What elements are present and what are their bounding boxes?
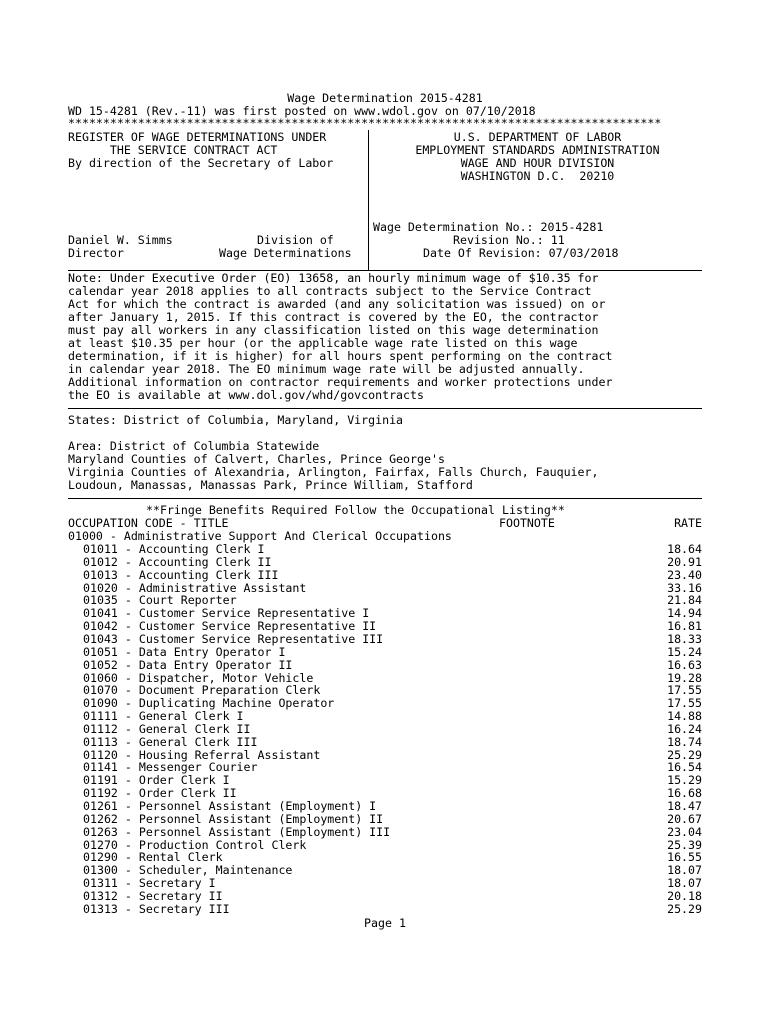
occupation-row [68,646,702,659]
note-line: in calendar year 2018. The EO minimum wage rate will be adjusted annually. [68,362,585,376]
occupation-rate: 14.94 [667,606,702,621]
occupation-rate: 17.55 [667,683,702,698]
occupation-row [68,620,702,633]
occupation-rate: 20.67 [667,811,702,826]
occupation-rate: 16.81 [667,619,702,634]
states-line: States: District of Columbia, Maryland, Virginia [68,413,404,427]
occupation-rate: 18.74 [667,734,702,749]
occupation-rate: 18.07 [667,863,702,878]
note-line: the EO is available at www.dol.gov/whd/govcontracts [68,388,424,402]
occupation-title: 01070 - Document Preparation Clerk [83,683,321,698]
note-line: at least $10.35 per hour (or the applicable wage rate listed on this wage [68,336,578,350]
asterisk-divider: ************************************************************************************* [68,117,662,130]
page-number: Page 1 [364,916,406,930]
note-rule [68,408,702,409]
document-title: Wage Determination 2015-4281 [287,91,483,105]
signatory-title: Director [68,246,124,260]
occupation-title: 01112 - General Clerk II [83,721,251,736]
register-subheading: THE SERVICE CONTRACT ACT [68,143,278,157]
occupation-rate: 16.68 [667,786,702,801]
occupation-row [68,723,702,736]
occupation-row [68,813,702,826]
occupation-title: 01012 - Accounting Clerk II [83,554,272,569]
occupation-rate: 19.28 [667,670,702,685]
occupation-rate: 16.63 [667,657,702,672]
wd-number: Wage Determination No.: 2015-4281 [373,220,604,234]
occupation-rate: 25.29 [667,901,702,916]
area-line: Loudoun, Manassas, Manassas Park, Prince William, Stafford [68,478,473,492]
note-line: after January 1, 2015. If this contract is covered by the EO, the contractor [68,310,599,324]
occupation-row [68,800,702,813]
occupation-title: 01270 - Production Control Clerk [83,837,307,852]
area-line: Virginia Counties of Alexandria, Arlington, Fairfax, Falls Church, Fauquier, [68,465,599,479]
header-vertical-divider [368,130,369,270]
occupation-title: 01090 - Duplicating Machine Operator [83,696,335,711]
occupation-row [68,736,702,749]
occupation-row [68,826,702,839]
note-line: must pay all workers in any classification listed on this wage determination [68,323,599,337]
occupation-title: 01313 - Secretary III [83,901,230,916]
occupation-title: 01042 - Customer Service Representative II [83,619,377,634]
occupation-title: 01020 - Administrative Assistant [83,580,307,595]
occupation-title: 01035 - Court Reporter [83,593,237,608]
occupation-title: 01263 - Personnel Assistant (Employment) III [83,824,391,839]
occupation-title: 01011 - Accounting Clerk I [83,542,265,556]
occupation-rate: 16.24 [667,721,702,736]
area-rule [68,498,702,499]
esa-name: EMPLOYMENT STANDARDS ADMINISTRATION [415,143,660,157]
note-line: calendar year 2018 applies to all contracts subject to the Service Contract [68,284,592,298]
occupation-title: 01052 - Data Entry Operator II [83,657,293,672]
occupation-rate: 18.07 [667,876,702,891]
occupation-title: 01311 - Secretary I [83,876,216,891]
occupation-title: 01141 - Messenger Courier [83,760,258,775]
occupation-rate: 23.40 [667,567,702,582]
occupation-title: 01041 - Customer Service Representative I [83,606,370,621]
occupation-row [68,556,702,569]
note-line: Act for which the contract is awarded (and any solicitation was issued) on or [68,297,606,311]
register-heading: REGISTER OF WAGE DETERMINATIONS UNDER [68,130,327,144]
occupation-row [68,903,702,916]
revision-date: Date Of Revision: 07/03/2018 [423,246,619,260]
division-line-2: Wage Determinations [219,246,352,260]
area-line: Maryland Counties of Calvert, Charles, Prince George's [68,452,445,466]
occupation-rate: 18.47 [667,799,702,813]
occupation-row [68,710,702,723]
occupation-title: 01262 - Personnel Assistant (Employment) II [83,811,384,826]
occupation-row [68,877,702,890]
division-line-1: Division of [257,233,334,247]
occupation-row [68,890,702,903]
occupation-title: 01312 - Secretary II [83,888,223,903]
occupation-row [68,633,702,646]
revision-number: Revision No.: 11 [453,233,565,247]
occupation-rate: 15.29 [667,773,702,788]
note-line: Additional information on contractor requirements and worker protections under [68,375,613,389]
note-line: determination, if it is higher) for all hours spent performing on the contract [68,349,613,363]
signatory-name: Daniel W. Simms [68,233,173,247]
occupation-rate: 20.91 [667,554,702,569]
first-posted-line: WD 15-4281 (Rev.-11) was first posted on www.wdol.gov on 07/10/2018 [68,104,536,118]
occupation-title: 01192 - Order Clerk II [83,786,237,801]
occupation-title: 01261 - Personnel Assistant (Employment) I [83,799,377,813]
occupation-row [68,569,702,582]
note-line: Note: Under Executive Order (EO) 13658, an hourly minimum wage of $10.35 for [68,271,599,285]
occupation-rate: 25.29 [667,747,702,762]
area-line: Area: District of Columbia Statewide [68,439,320,453]
occupation-rate: 14.88 [667,709,702,724]
occupation-rate: 16.55 [667,850,702,865]
occupation-title: 01013 - Accounting Clerk III [83,567,279,582]
occupation-title: 01191 - Order Clerk I [83,773,230,788]
dol-name: U.S. DEPARTMENT OF LABOR [453,130,622,144]
occupation-title: 01051 - Data Entry Operator I [83,644,286,659]
occupation-title: 01290 - Rental Clerk [83,850,223,865]
dol-address: WASHINGTON D.C. 20210 [460,169,615,183]
occupation-title: 01060 - Dispatcher, Motor Vehicle [83,670,314,685]
occupation-title: 01111 - General Clerk I [83,709,244,724]
occupation-rate: 18.64 [667,542,702,556]
occupation-rate: 21.84 [667,593,702,608]
occupation-rate: 18.33 [667,631,702,646]
column-headers [68,517,702,530]
occupation-title: 01113 - General Clerk III [83,734,258,749]
occupation-rate: 25.39 [667,837,702,852]
occupation-rate: 20.18 [667,888,702,903]
occupation-rate: 17.55 [667,696,702,711]
occupation-rate: 15.24 [667,644,702,659]
column-occupation: OCCUPATION CODE - TITLE [68,516,229,530]
occupation-title: 01120 - Housing Referral Assistant [83,747,321,762]
fringe-heading: **Fringe Benefits Required Follow the Occupational Listing** [146,503,565,517]
occupation-group: 01000 - Administrative Support And Clerical Occupations [68,529,452,543]
occupation-title: 01043 - Customer Service Representative III [83,631,384,646]
occupation-row [68,543,702,556]
register-direction: By direction of the Secretary of Labor [68,156,334,170]
column-footnote: FOOTNOTE [499,516,555,530]
column-rate: RATE [674,516,702,530]
occupation-title: 01300 - Scheduler, Maintenance [83,863,293,878]
occupation-rate: 23.04 [667,824,702,839]
whd-name: WAGE AND HOUR DIVISION [460,156,615,170]
occupation-rate: 33.16 [667,580,702,595]
occupation-rate: 16.54 [667,760,702,775]
occupation-row [68,659,702,672]
